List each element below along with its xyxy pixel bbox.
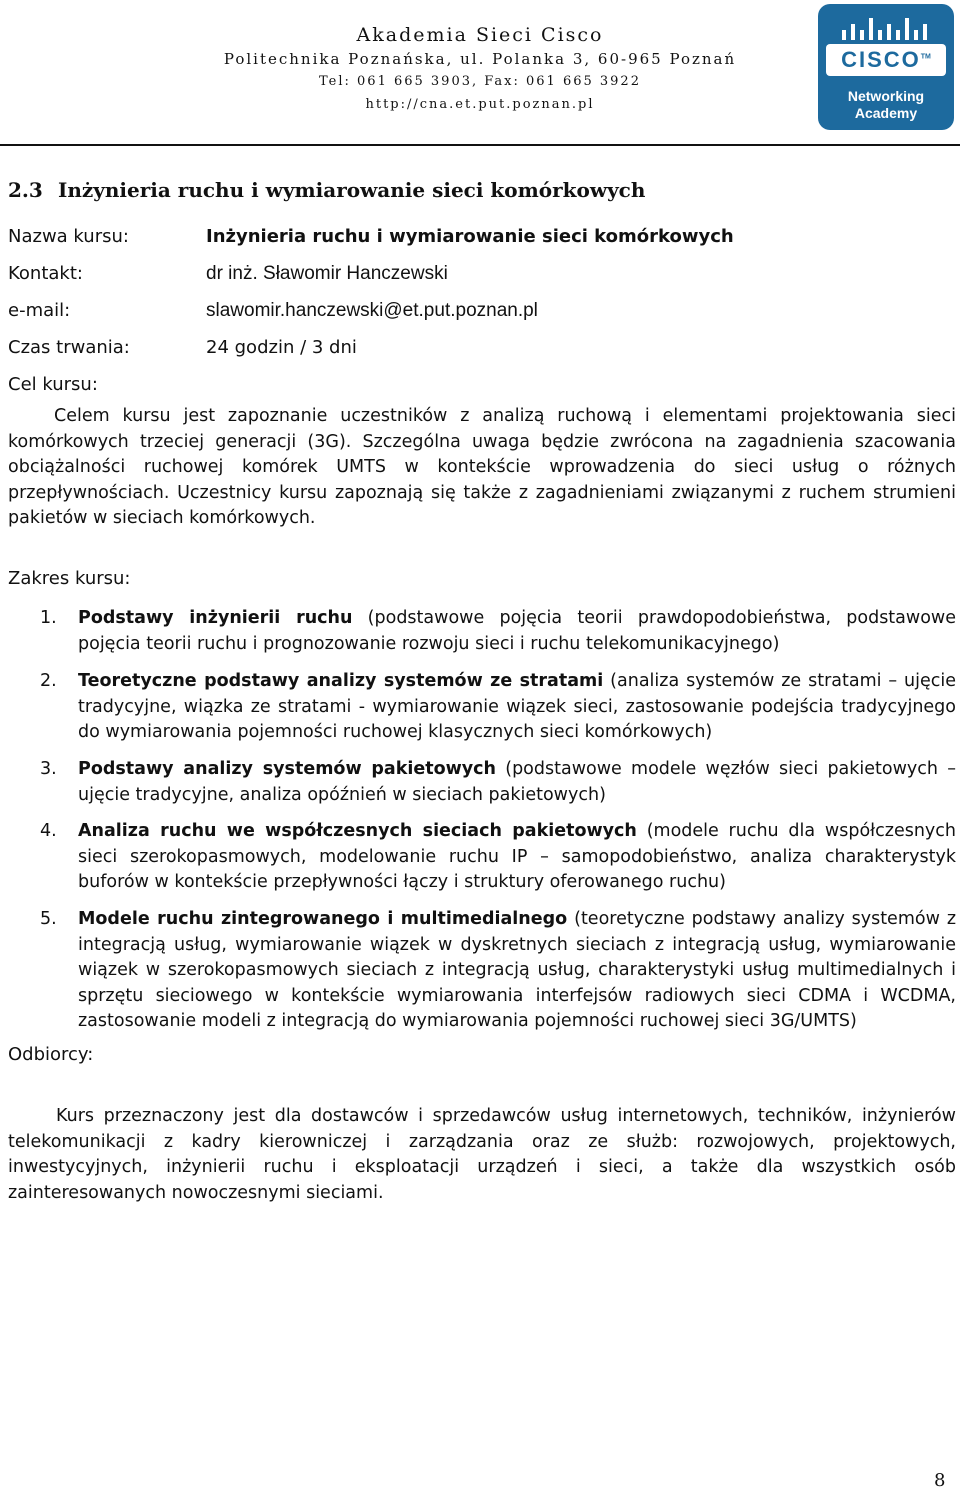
header-address: Politechnika Poznańska, ul. Polanka 3, 60-965 Poznań <box>223 50 737 68</box>
scope-item-title: Modele ruchu zintegrowanego i multimedialnego <box>78 909 568 929</box>
scope-label: Zakres kursu: <box>8 568 131 589</box>
goal-label: Cel kursu: <box>8 374 98 395</box>
info-value: 24 godzin / 3 dni <box>206 337 357 358</box>
section-title: Inżynieria ruchu i wymiarowanie sieci komórkowych <box>58 178 646 202</box>
scope-item-number: 5. <box>40 909 57 929</box>
audience-label: Odbiorcy: <box>8 1044 94 1065</box>
scope-item-2 <box>40 669 956 746</box>
scope-item-4 <box>40 819 956 896</box>
scope-item-number: 1. <box>40 608 57 628</box>
scope-item-title: Teoretyczne podstawy analizy systemów ze stratami <box>78 671 604 691</box>
info-label: Kontakt: <box>8 263 83 284</box>
section-number: 2.3 <box>8 178 43 202</box>
email-link[interactable]: slawomir.hanczewski@et.put.poznan.pl <box>206 300 538 321</box>
cisco-networking-academy-logo <box>818 4 954 130</box>
document-header <box>200 24 760 112</box>
scope-item-desc: (podstawowe modele węzłów sieci pakietowych – ujęcie tradycyjne, analiza opóźnień w sieciach pakietowych) <box>78 759 956 805</box>
scope-item-desc: (modele ruchu dla współczesnych sieci szerokopasmowych, modelowanie ruchu IP – samopodobieństwo, analiza charakterystyk buforów w kontekście przepływności łączy i struktury oferowanego ruchu) <box>78 821 956 892</box>
scope-item-1 <box>40 606 956 657</box>
info-value: dr inż. Sławomir Hanczewski <box>206 263 448 284</box>
info-value: Inżynieria ruchu i wymiarowanie sieci komórkowych <box>206 226 734 247</box>
goal-paragraph: Celem kursu jest zapoznanie uczestników z analizą ruchową i elementami projektowania sieci komórkowych trzeciej generacji (3G). Szczególna uwaga będzie zwrócona na zagadnienia szacowania obciążalności ruchowej komórek UMTS w kontekście wprowadzenia do sieci usług o różnych przepływnościach. Uczestnicy kursu zapoznają się także z zagadnieniami związanymi z ruchem strumieni pakietów w sieciach komórkowych. <box>8 406 956 528</box>
scope-item-desc: (analiza systemów ze stratami – ujęcie tradycyjne, wiązka ze stratami - wymiarowanie wiązek sieci, zastosowanie podejścia tradycyjnego do wymiarowania pojemności ruchowej klasycznych sieci komórkowych) <box>78 671 956 742</box>
scope-item-number: 2. <box>40 671 57 691</box>
scope-item-desc: (teoretyczne podstawy analizy systemów z integracją usług, wymiarowanie wiązek w dyskretnych sieciach z integracją usług, wymiarowanie wiązek w szerokopasmowych sieciach z integracją usług, charakterystyki usług multimedialnych i sprzętu sieciowego w kontekście wymiarowania interfejsów radiowych sieci CDMA i WCDMA, zastosowanie modeli z integracją do wymiarowania pojemności ruchowej sieci 3G/UMTS) <box>78 909 957 1031</box>
header-website: http://cna.et.put.poznan.pl <box>365 97 595 112</box>
scope-item-title: Analiza ruchu we współczesnych sieciach pakietowych <box>78 821 637 841</box>
scope-item-number: 4. <box>40 821 57 841</box>
cisco-wordmark: CISCO™ <box>826 44 946 76</box>
info-label: Nazwa kursu: <box>8 226 129 247</box>
header-phone-fax: Tel: 061 665 3903, Fax: 061 665 3922 <box>319 74 641 89</box>
scope-item-desc: (podstawowe pojęcia teorii prawdopodobieństwa, podstawowe pojęcia teorii ruchu i prognozowanie rozwoju sieci i ruchu telekomunikacyjnego) <box>78 608 956 654</box>
cisco-bars-icon <box>842 16 932 42</box>
header-divider <box>0 144 960 146</box>
scope-item-5 <box>40 907 956 1035</box>
info-label: e-mail: <box>8 300 71 321</box>
page-number: 8 <box>934 1470 946 1491</box>
section-heading <box>8 178 645 202</box>
audience-paragraph: Kurs przeznaczony jest dla dostawców i sprzedawców usług internetowych, techników, inżynierów telekomunikacji z kadry kierowniczej i zarządzania oraz ze służb: rozwojowych, projektowych, inwestycyjnych, inżynierii ruchu i eksploatacji urządzeń i sieci, a także dla wszystkich osób zainteresowanych nowoczesnymi sieciami. <box>8 1106 956 1203</box>
scope-item-3 <box>40 757 956 808</box>
scope-item-title: Podstawy analizy systemów pakietowych <box>78 759 497 779</box>
header-org-name: Akademia Sieci Cisco <box>356 24 604 46</box>
networking-academy-text: Networking Academy <box>847 88 925 121</box>
info-label: Czas trwania: <box>8 337 130 358</box>
scope-item-title: Podstawy inżynierii ruchu <box>78 608 353 628</box>
scope-item-number: 3. <box>40 759 57 779</box>
